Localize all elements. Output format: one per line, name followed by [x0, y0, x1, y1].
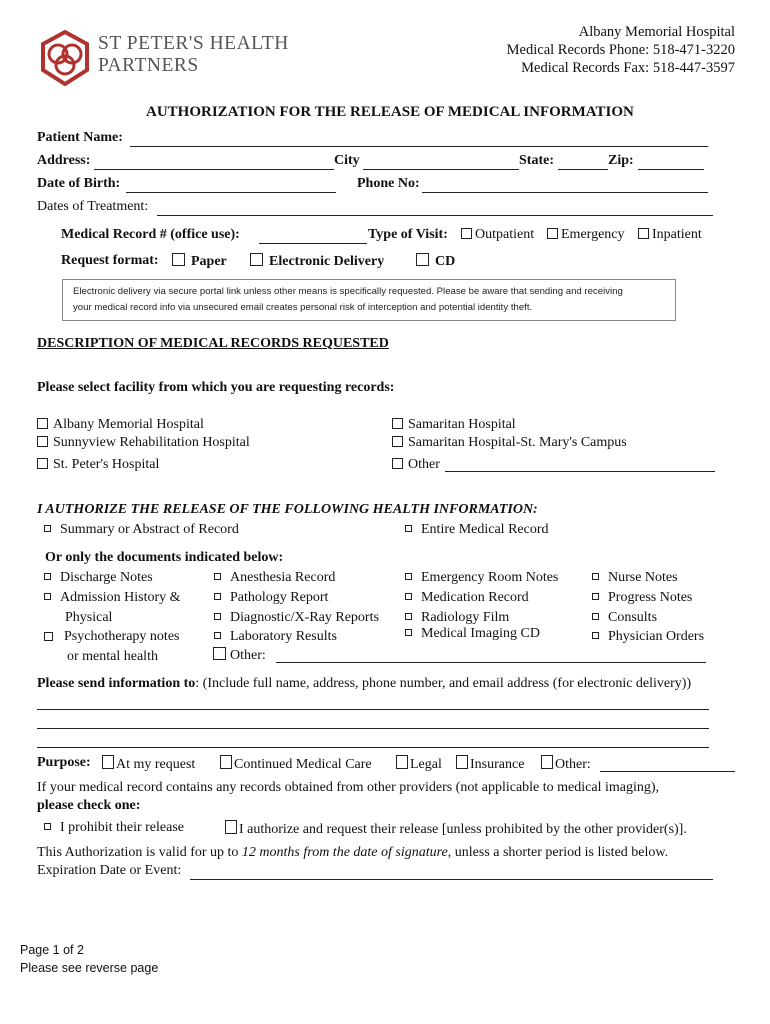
- doc-consults[interactable]: Consults: [592, 610, 657, 626]
- checkbox-icon: [172, 253, 185, 266]
- doc-admission-history[interactable]: Admission History &: [44, 590, 181, 606]
- checkbox-icon: [392, 418, 403, 429]
- facility-albany[interactable]: Albany Memorial Hospital: [37, 417, 204, 433]
- form-title: AUTHORIZATION FOR THE RELEASE OF MEDICAL INFORMATION: [146, 104, 634, 120]
- purpose-insurance[interactable]: Insurance: [456, 755, 524, 773]
- facility-other[interactable]: Other: [392, 457, 440, 473]
- authorize-release[interactable]: I authorize and request their release [unless prohibited by the other provider(s)].: [225, 820, 687, 838]
- doc-progress-notes[interactable]: Progress Notes: [592, 590, 692, 606]
- checkbox-icon: [37, 418, 48, 429]
- checkbox-icon: [541, 755, 553, 769]
- electronic-delivery-notice: [62, 279, 676, 321]
- description-heading: DESCRIPTION OF MEDICAL RECORDS REQUESTED: [37, 336, 389, 351]
- notice-line-1: Electronic delivery via secure portal link unless other means is specifically requested. Please be aware that sending and receiving: [73, 286, 623, 297]
- checkbox-icon: [405, 525, 412, 532]
- doc-discharge-notes[interactable]: Discharge Notes: [44, 570, 153, 586]
- checkbox-icon: [225, 820, 237, 834]
- checkbox-icon: [392, 458, 403, 469]
- doc-radiology-film[interactable]: Radiology Film: [405, 610, 509, 626]
- doc-anesthesia-record[interactable]: Anesthesia Record: [214, 570, 335, 586]
- checkbox-icon: [250, 253, 263, 266]
- purpose-other[interactable]: Other:: [541, 755, 591, 773]
- mrn-field[interactable]: [259, 243, 367, 244]
- address-label: Address:: [37, 153, 91, 168]
- patient-name-field[interactable]: [130, 146, 708, 147]
- checkbox-icon: [44, 573, 51, 580]
- state-label: State:: [519, 153, 554, 168]
- auth-entire[interactable]: Entire Medical Record: [405, 522, 549, 538]
- patient-name-label: Patient Name:: [37, 130, 123, 145]
- send-line-2[interactable]: [37, 728, 709, 729]
- header-phone: Medical Records Phone: 518-471-3220: [506, 42, 735, 58]
- notice-line-2: your medical record info via unsecured email creates personal risk of interception and potential identity theft.: [73, 302, 533, 313]
- doc-psychotherapy-notes-cont: or mental health: [67, 649, 158, 664]
- checkbox-icon: [461, 228, 472, 239]
- visit-type-label: Type of Visit:: [368, 227, 448, 242]
- dates-of-treatment-field[interactable]: [157, 215, 713, 216]
- logo-mark-icon: [40, 30, 90, 86]
- only-documents-label: Or only the documents indicated below:: [45, 550, 284, 565]
- checkbox-icon: [547, 228, 558, 239]
- header-hospital: Albany Memorial Hospital: [578, 24, 735, 40]
- doc-pathology-report[interactable]: Pathology Report: [214, 590, 328, 606]
- address-field[interactable]: [94, 169, 334, 170]
- doc-psychotherapy-notes[interactable]: Psychotherapy notes: [44, 629, 179, 645]
- prohibit-release[interactable]: I prohibit their release: [44, 820, 184, 836]
- dob-field[interactable]: [126, 192, 336, 193]
- checkbox-icon: [213, 647, 226, 660]
- auth-summary[interactable]: Summary or Abstract of Record: [44, 522, 239, 538]
- authorize-heading: I AUTHORIZE THE RELEASE OF THE FOLLOWING HEALTH INFORMATION:: [37, 502, 538, 517]
- facility-other-field[interactable]: [445, 471, 715, 472]
- dob-label: Date of Birth:: [37, 176, 121, 191]
- checkbox-icon: [44, 593, 51, 600]
- send-info-label: Please send information to: (Include full name, address, phone number, and email address (for electronic delivery)): [37, 676, 692, 691]
- doc-physician-orders[interactable]: Physician Orders: [592, 629, 704, 645]
- doc-medical-imaging-cd[interactable]: Medical Imaging CD: [405, 626, 540, 642]
- checkbox-icon: [456, 755, 468, 769]
- format-electronic[interactable]: Electronic Delivery: [250, 253, 384, 270]
- reverse-note: Please see reverse page: [20, 961, 159, 975]
- checkbox-icon: [102, 755, 114, 769]
- dates-of-treatment-label: Dates of Treatment:: [37, 199, 149, 214]
- doc-nurse-notes[interactable]: Nurse Notes: [592, 570, 678, 586]
- checkbox-icon: [592, 593, 599, 600]
- purpose-legal[interactable]: Legal: [396, 755, 442, 773]
- checkbox-icon: [44, 823, 51, 830]
- phone-field[interactable]: [422, 192, 708, 193]
- facility-prompt: Please select facility from which you are requesting records:: [37, 380, 395, 395]
- checkbox-icon: [405, 613, 412, 620]
- doc-diagnostic-xray[interactable]: Diagnostic/X-Ray Reports: [214, 610, 379, 626]
- checkbox-icon: [220, 755, 232, 769]
- city-field[interactable]: [363, 169, 519, 170]
- checkbox-icon: [396, 755, 408, 769]
- checkbox-icon: [214, 632, 221, 639]
- facility-samaritan-st-marys[interactable]: Samaritan Hospital-St. Mary's Campus: [392, 435, 627, 451]
- checkbox-icon: [638, 228, 649, 239]
- checkbox-icon: [44, 632, 53, 641]
- checkbox-icon: [592, 632, 599, 639]
- send-line-3[interactable]: [37, 747, 709, 748]
- checkbox-icon: [214, 573, 221, 580]
- checkbox-icon: [392, 436, 403, 447]
- facility-st-peters[interactable]: St. Peter's Hospital: [37, 457, 159, 473]
- please-check-one: please check one:: [37, 798, 141, 813]
- purpose-continued-care[interactable]: Continued Medical Care: [220, 755, 372, 773]
- doc-admission-history-cont: Physical: [65, 610, 113, 625]
- visit-inpatient[interactable]: Inpatient: [638, 227, 702, 243]
- checkbox-icon: [44, 525, 51, 532]
- checkbox-icon: [592, 613, 599, 620]
- page-number: Page 1 of 2: [20, 943, 84, 957]
- zip-label: Zip:: [608, 153, 634, 168]
- doc-other[interactable]: Other:: [213, 647, 266, 664]
- request-format-label: Request format:: [61, 253, 159, 268]
- visit-outpatient[interactable]: Outpatient: [461, 227, 534, 243]
- city-label: City: [334, 153, 360, 168]
- format-cd[interactable]: CD: [416, 253, 455, 270]
- logo-line-2: PARTNERS: [98, 55, 199, 76]
- checkbox-icon: [37, 436, 48, 447]
- doc-other-field[interactable]: [276, 662, 706, 663]
- checkbox-icon: [405, 573, 412, 580]
- expiration-label: Expiration Date or Event:: [37, 863, 182, 878]
- phone-label: Phone No:: [357, 176, 420, 191]
- zip-field[interactable]: [638, 169, 704, 170]
- facility-samaritan[interactable]: Samaritan Hospital: [392, 417, 516, 433]
- other-providers-text: If your medical record contains any records obtained from other providers (not applicable to medical imaging),: [37, 780, 660, 795]
- send-line-1[interactable]: [37, 709, 709, 710]
- checkbox-icon: [592, 573, 599, 580]
- logo: [40, 30, 300, 86]
- doc-laboratory-results[interactable]: Laboratory Results: [214, 629, 337, 645]
- purpose-other-field[interactable]: [600, 771, 735, 772]
- mrn-label: Medical Record # (office use):: [61, 227, 240, 242]
- checkbox-icon: [405, 593, 412, 600]
- purpose-label: Purpose:: [37, 755, 91, 770]
- facility-sunnyview[interactable]: Sunnyview Rehabilitation Hospital: [37, 435, 250, 451]
- checkbox-icon: [37, 458, 48, 469]
- validity-text: This Authorization is valid for up to 12 months from the date of signature, unless a shorter period is listed below.: [37, 845, 669, 860]
- checkbox-icon: [214, 593, 221, 600]
- checkbox-icon: [416, 253, 429, 266]
- visit-emergency[interactable]: Emergency: [547, 227, 625, 243]
- expiration-field[interactable]: [190, 879, 713, 880]
- format-paper[interactable]: Paper: [172, 253, 227, 270]
- purpose-at-my-request[interactable]: At my request: [102, 755, 195, 773]
- logo-line-1: ST PETER'S HEALTH: [98, 33, 289, 54]
- state-field[interactable]: [558, 169, 608, 170]
- header-fax: Medical Records Fax: 518-447-3597: [521, 60, 735, 76]
- doc-er-notes[interactable]: Emergency Room Notes: [405, 570, 558, 586]
- doc-medication-record[interactable]: Medication Record: [405, 590, 529, 606]
- checkbox-icon: [405, 629, 412, 636]
- checkbox-icon: [214, 613, 221, 620]
